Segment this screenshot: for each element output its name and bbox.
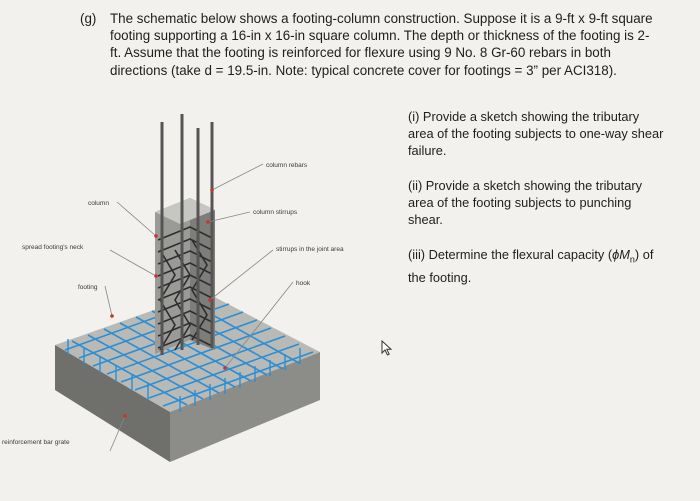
q3-suffix: ) of the footing. (408, 247, 654, 285)
mouse-pointer-icon (381, 340, 393, 356)
problem-line-2: footing supporting a 16-in x 16-in square column. The depth or thickness of the footing is 2- (110, 28, 650, 44)
label-column-rebars: column rebars (266, 162, 308, 169)
question-punching-shear: (ii) Provide a sketch showing the tributary area of the footing subjects to punching shear. (408, 178, 642, 227)
problem-statement (80, 10, 690, 79)
question-flexural-capacity (408, 246, 668, 286)
label-column: column (88, 200, 109, 207)
problem-line-4: directions (take d = 19.5-in. Note: typical concrete cover for footings = 3” per ACI318). (110, 62, 617, 78)
label-hook: hook (296, 280, 311, 287)
q3-subscript: n (629, 254, 635, 265)
question-one-way-shear: (i) Provide a sketch showing the tributary area of the footing subjects to one-way shear failure. (408, 109, 664, 158)
label-stirrups-joint: stirrups in the joint area (276, 246, 344, 253)
q3-prefix: (iii) Determine the flexural capacity ( (408, 247, 613, 262)
problem-line-1: The schematic below shows a footing-column construction. Suppose it is a 9-ft x 9-ft square (110, 11, 653, 26)
question-list (408, 108, 668, 304)
problem-text (110, 10, 690, 79)
q3-symbol: ϕM (612, 247, 630, 262)
label-footing: footing (78, 284, 98, 291)
label-spread-footings-neck: spread footing's neck (22, 244, 84, 251)
label-reinforcement-grate: reinforcement bar grate (2, 439, 70, 446)
label-column-stirrups: column stirrups (253, 209, 298, 216)
problem-number: (g) (80, 11, 97, 26)
footing-column-schematic (0, 100, 400, 500)
problem-line-3: ft. Assume that the footing is reinforced for flexure using 9 No. 8 Gr-60 rebars in both (110, 45, 611, 61)
